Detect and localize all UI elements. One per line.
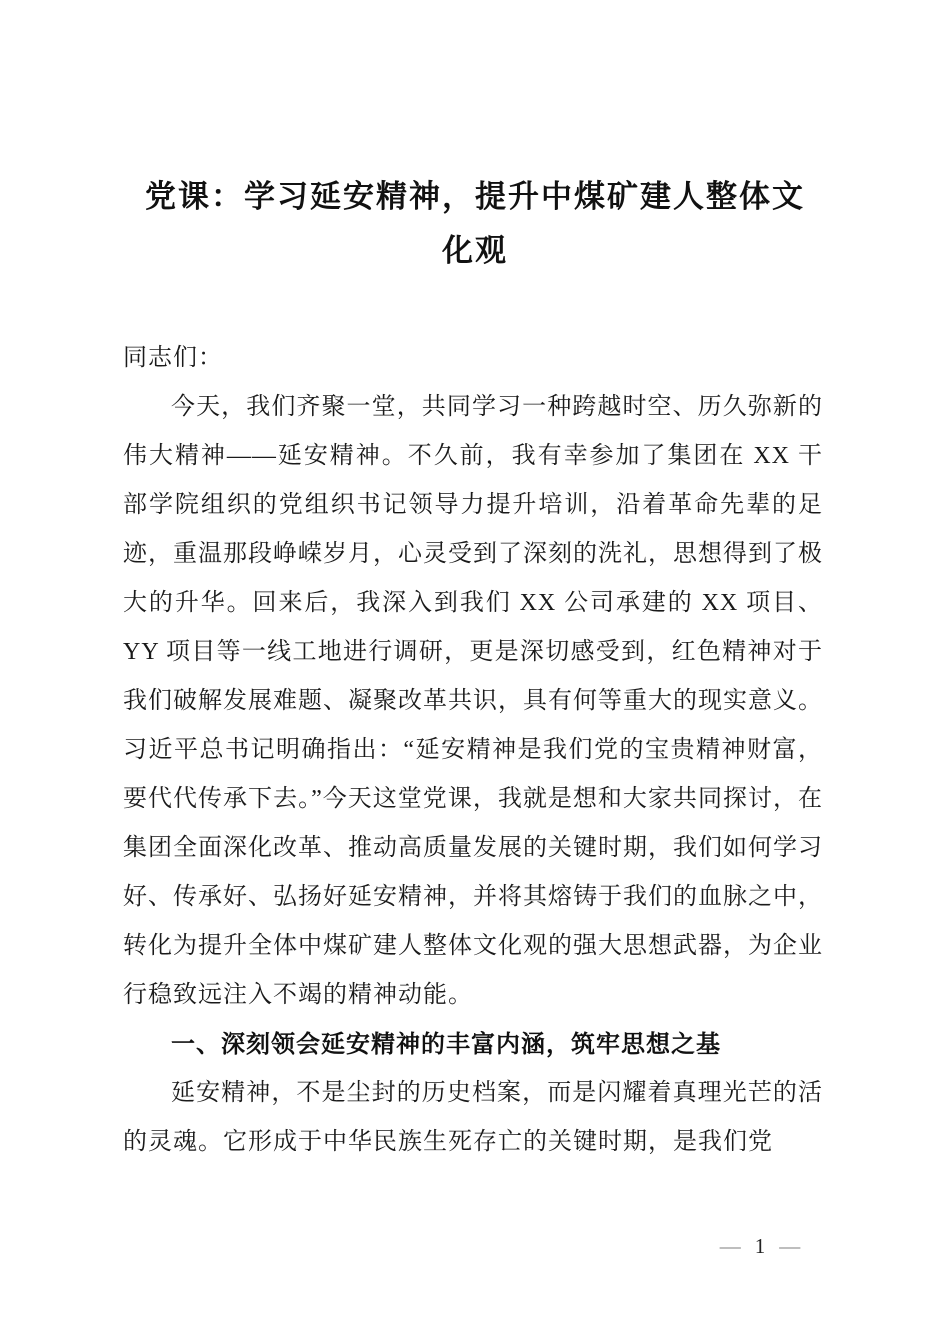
page-number	[690, 1232, 830, 1260]
page-number-left-dash: —	[719, 1234, 741, 1258]
section-heading-1: 一、深刻领会延安精神的丰富内涵，筑牢思想之基	[171, 1031, 721, 1058]
salutation: 同志们：	[123, 345, 223, 371]
document-body	[0, 334, 950, 1167]
section-paragraph: 延安精神，不是尘封的历史档案，而是闪耀着真理光芒的活的灵魂。它形成于中华民族生死存亡的关键时期，是我们党	[123, 1080, 823, 1155]
intro-paragraph: 今天，我们齐聚一堂，共同学习一种跨越时空、历久弥新的伟大精神——延安精神。不久前，我有幸参加了集团在 XX 干部学院组织的党组织书记领导力提升培训，沿着革命先辈的足迹，重温那段峥嵘岁月，心灵受到了深刻的洗礼，思想得到了极大的升华。回来后，我深入到我们 XX 公司承建的 XX 项目、YY 项目等一线工地进行调研，更是深切感受到，红色精神对于我们破解发展难题、凝聚改革共识，具有何等重大的现实意义。习近平总书记明确指出：“延安精神是我们党的宝贵精神财富，要代代传承下去。”今天这堂党课，我就是想和大家共同探讨，在集团全面深化改革、推动高质量发展的关键时期，我们如何学习好、传承好、弘扬好延安精神，并将其熔铸于我们的血脉之中，转化为提升全体中煤矿建人整体文化观的强大思想武器，为企业行稳致远注入不竭的精神动能。	[123, 394, 823, 1008]
page-number-right-dash: —	[779, 1234, 801, 1258]
page-title: 党课：学习延安精神，提升中煤矿建人整体文化观	[145, 179, 805, 268]
page-number-value: 1	[754, 1234, 766, 1258]
